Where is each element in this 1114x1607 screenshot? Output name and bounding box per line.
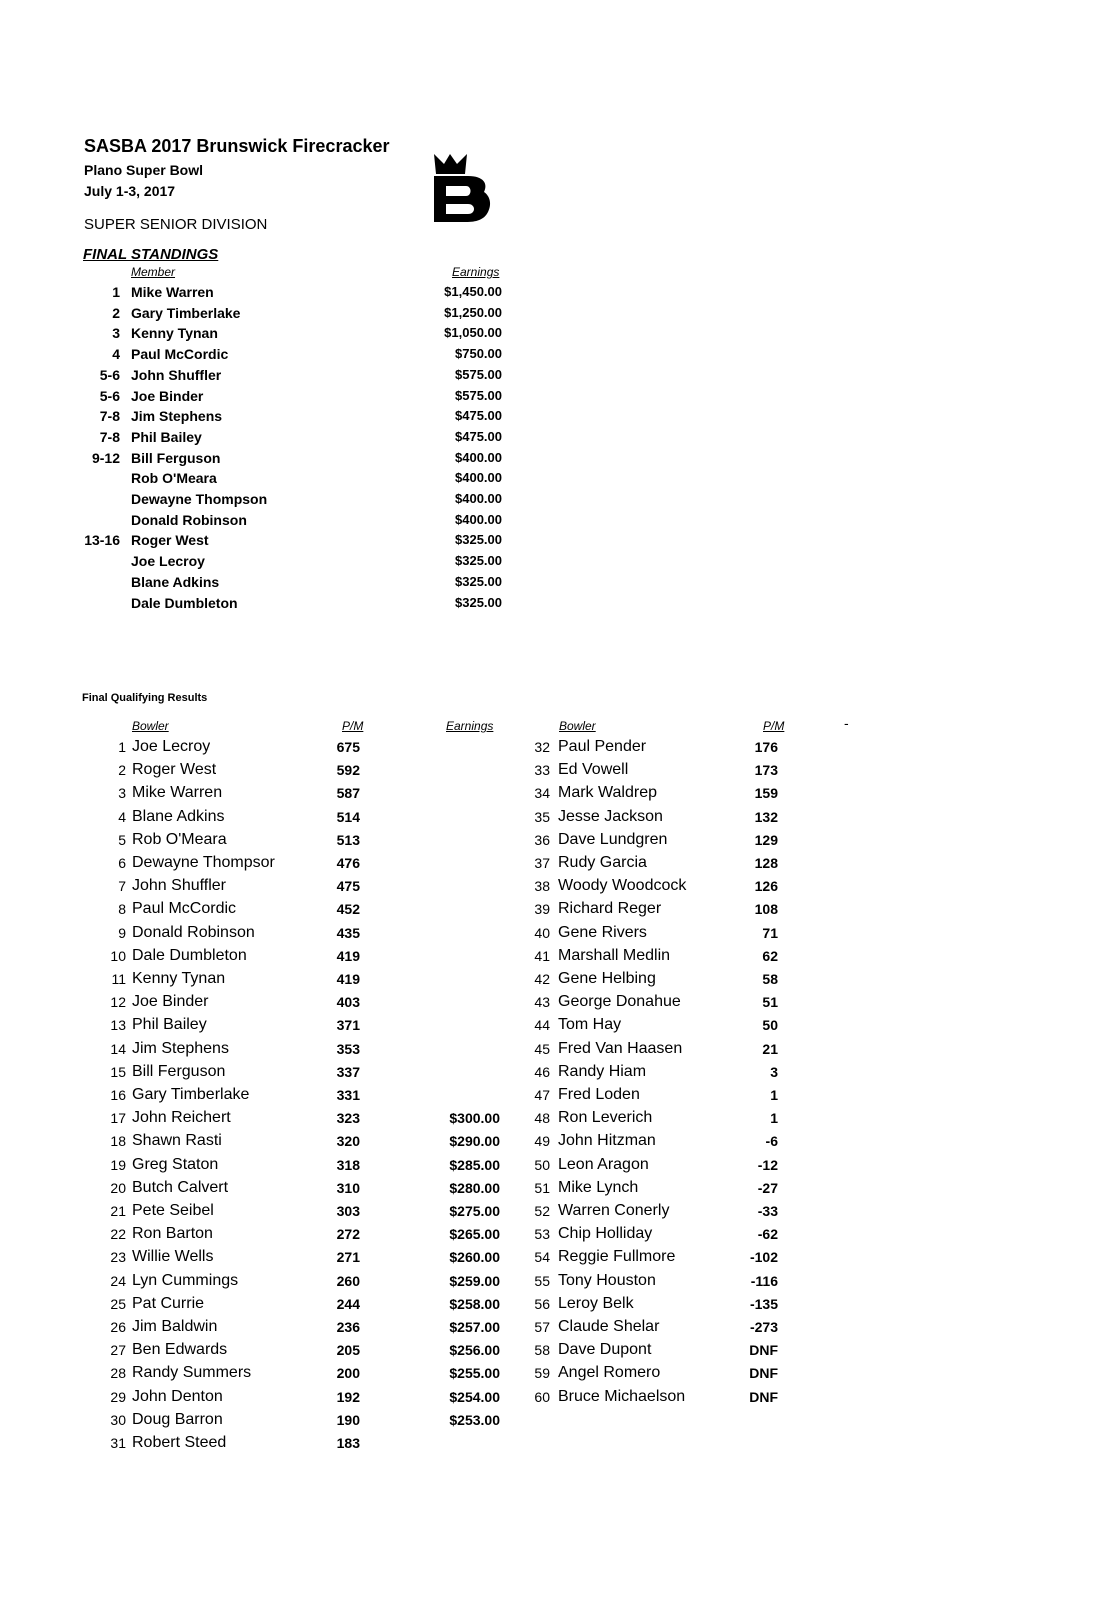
standing-earnings: $400.00 [455,449,502,465]
qualifying-name: Phil Bailey [132,1016,207,1034]
qualifying-pm: 129 [754,831,778,848]
qualifying-row [0,900,800,922]
qualifying-name: Dave Lundgren [558,830,668,848]
qualifying-name: George Donahue [558,993,681,1011]
qualifying-rank: 42 [534,971,550,987]
qualifying-name: Claude Shelar [558,1318,660,1335]
qualifying-rank: 35 [534,808,550,825]
standing-name: Donald Robinson [131,511,247,528]
qualifying-rank: 23 [110,1249,126,1266]
qualifying-name: Reggie Fullmore [558,1248,676,1266]
qualifying-earnings: $275.00 [449,1203,500,1219]
qualifying-name: Butch Calvert [132,1178,229,1196]
qualifying-pm: 310 [336,1179,360,1196]
qualifying-rank: 1 [118,739,126,755]
qualifying-pm: 514 [336,808,360,825]
qualifying-pm: 205 [336,1342,360,1359]
qualifying-name: Greg Staton [132,1155,219,1173]
qualifying-name: Roger West [132,761,217,779]
standing-name: Kenny Tynan [131,325,218,342]
qualifying-rank: 38 [534,878,550,895]
qualifying-row [0,1086,800,1108]
qualifying-pm: 176 [754,739,778,755]
qualifying-rank: 46 [534,1063,550,1080]
qualifying-pm: -62 [757,1226,778,1243]
qualifying-pm: 51 [762,994,778,1011]
qualifying-name: Ron Barton [132,1225,213,1243]
qualifying-name: Robert Steed [132,1434,227,1451]
final-standings-heading: FINAL STANDINGS [83,246,219,263]
qualifying-rank: 14 [110,1040,126,1057]
standing-earnings: $475.00 [455,428,502,444]
qualifying-earnings: $300.00 [449,1110,500,1127]
qualifying-rank: 18 [110,1133,126,1150]
qualifying-rank: 2 [118,762,126,779]
qualifying-row [0,1248,800,1270]
qualifying-pm: 190 [336,1411,360,1428]
brunswick-logo-icon [430,152,492,224]
qualifying-pm: 71 [762,924,778,941]
member-column-header: Member [131,265,176,279]
qualifying-row [0,947,800,969]
qualifying-earnings: $290.00 [449,1133,500,1150]
qualifying-rank: 53 [534,1226,550,1243]
qualifying-name: Pat Currie [132,1294,205,1312]
qualifying-row [0,1341,800,1363]
qualifying-rank: 20 [110,1179,126,1196]
qualifying-name: John Shuffler [132,877,226,895]
qualifying-rank: 15 [110,1063,126,1080]
qualifying-pm: -6 [765,1133,778,1150]
qualifying-name: Leon Aragon [558,1155,649,1173]
page-title: SASBA 2017 Brunswick Firecracker [84,136,390,156]
qualifying-name: Mike Lynch [558,1178,639,1196]
standing-place: 2 [112,304,120,321]
qualifying-rank: 52 [534,1203,550,1219]
qualifying-name: Blane Adkins [132,807,225,825]
qualifying-name: Richard Reger [558,900,662,918]
qualifying-name: Joe Lecroy [132,738,211,755]
qualifying-rank: 29 [110,1388,126,1405]
qualifying-row [0,784,800,806]
standing-earnings: $400.00 [455,470,502,486]
qualifying-rank: 60 [534,1388,550,1405]
qualifying-pm: -12 [757,1156,778,1173]
qualifying-row [0,1411,520,1433]
qualifying-row [0,1225,800,1247]
qualifying-rank: 43 [534,994,550,1011]
qualifying-row [0,854,800,876]
qualifying-row [0,924,800,946]
standings-row [0,595,520,615]
qualifying-earnings: $254.00 [449,1388,500,1405]
standings-row [0,408,520,428]
standing-name: Mike Warren [131,284,214,300]
qualifying-pm: 21 [762,1040,778,1057]
qualifying-earnings: $257.00 [449,1319,500,1335]
qualifying-rank: 36 [534,831,550,848]
qualifying-name: Randy Summers [132,1364,252,1382]
standing-earnings: $1,250.00 [444,304,502,320]
qualifying-pm: -33 [757,1203,778,1219]
qualifying-pm: -135 [749,1295,778,1312]
qualifying-rank: 37 [534,855,550,871]
qualifying-rank: 12 [110,994,126,1011]
qualifying-rank: 9 [118,924,126,941]
qualifying-name: Woody Woodcock [558,877,687,895]
qualifying-pm: 1 [770,1087,778,1103]
earnings-column-header-qualifying: Earnings [446,719,494,733]
standing-name: Joe Binder [131,387,204,404]
standings-row [0,470,520,490]
qualifying-pm: -102 [749,1249,778,1266]
qualifying-name: Ed Vowell [558,761,629,779]
qualifying-pm: -116 [750,1272,778,1289]
qualifying-name: Pete Seibel [132,1202,214,1219]
qualifying-rank: 22 [110,1226,126,1243]
qualifying-row [0,1364,800,1386]
standing-name: Joe Lecroy [131,553,205,570]
qualifying-pm: 272 [336,1226,360,1243]
qualifying-rank: 47 [534,1087,550,1103]
qualifying-pm: -273 [749,1319,778,1335]
standing-place: 9-12 [91,449,120,466]
qualifying-pm: 476 [336,855,360,871]
qualifying-name: Joe Binder [132,993,209,1011]
qualifying-name: John Hitzman [558,1132,656,1150]
qualifying-rank: 7 [118,878,126,895]
qualifying-name: John Denton [132,1387,223,1405]
qualifying-pm: 58 [762,971,778,987]
qualifying-rank: 54 [534,1249,550,1266]
qualifying-pm: 62 [762,947,778,964]
qualifying-pm: 303 [336,1203,360,1219]
qualifying-name: Bruce Michaelson [558,1387,686,1405]
qualifying-row [0,831,800,853]
qualifying-rank: 26 [110,1319,126,1335]
qualifying-name: Dave Dupont [558,1341,652,1359]
qualifying-pm: 331 [336,1087,360,1103]
standing-place: 5-6 [99,366,120,383]
qualifying-row [0,1202,800,1224]
qualifying-name: Angel Romero [558,1364,661,1382]
qualifying-rank: 59 [534,1365,550,1382]
qualifying-name: Jim Stephens [132,1039,229,1057]
qualifying-pm: 318 [336,1156,360,1173]
qualifying-rank: 34 [534,785,550,802]
standing-name: Paul McCordic [131,346,229,363]
standings-row [0,429,520,449]
standing-earnings: $575.00 [455,387,502,403]
qualifying-name: Fred Van Haasen [558,1039,683,1057]
pm-column-header-right: P/M [763,719,785,733]
qualifying-rank: 24 [110,1272,126,1289]
qualifying-row [0,1016,800,1038]
qualifying-row [0,1388,800,1410]
standings-row [0,367,520,387]
qualifying-row [0,1156,800,1178]
qualifying-rank: 45 [534,1040,550,1057]
qualifying-row [0,1109,800,1131]
standings-row [0,553,520,573]
qualifying-name: Jesse Jackson [558,807,663,825]
qualifying-rank: 17 [110,1110,126,1127]
qualifying-earnings: $265.00 [449,1226,500,1243]
qualifying-rank: 30 [110,1411,126,1428]
qualifying-pm: 200 [336,1365,360,1382]
qualifying-name: Warren Conerly [558,1202,670,1219]
qualifying-rank: 3 [118,785,126,802]
qualifying-name: Gene Helbing [558,970,656,987]
qualifying-earnings: $285.00 [449,1156,500,1173]
qualifying-row [0,1295,800,1317]
qualifying-rank: 39 [534,901,550,918]
standing-name: Dewayne Thompson [131,491,268,507]
qualifying-pm: 159 [754,785,778,802]
qualifying-earnings: $256.00 [449,1342,500,1359]
standing-name: Gary Timberlake [131,304,241,321]
qualifying-name: Rob O'Meara [132,830,227,848]
final-qualifying-heading: Final Qualifying Results [82,692,208,704]
standing-name: Blane Adkins [131,573,220,590]
qualifying-row [0,1179,800,1201]
qualifying-name: Mike Warren [132,784,223,802]
qualifying-rank: 55 [534,1272,550,1289]
qualifying-rank: 48 [534,1110,550,1127]
qualifying-earnings: $258.00 [449,1295,500,1312]
qualifying-name: Gary Timberlake [132,1086,250,1103]
qualifying-pm: 587 [336,785,360,802]
qualifying-name: Shawn Rasti [132,1132,222,1150]
venue-text: Plano Super Bowl [84,162,204,178]
qualifying-rank: 33 [534,762,550,779]
qualifying-pm: DNF [749,1342,778,1359]
division-text: SUPER SENIOR DIVISION [84,216,268,233]
standing-earnings: $325.00 [455,553,502,569]
qualifying-earnings: $253.00 [449,1411,500,1428]
qualifying-rank: 21 [110,1203,126,1219]
qualifying-earnings: $259.00 [449,1272,500,1289]
qualifying-name: Ron Leverich [558,1109,653,1127]
earnings-column-header: Earnings [452,265,500,279]
qualifying-row [0,1434,520,1456]
standings-row [0,450,520,470]
standings-row [0,346,520,366]
qualifying-pm: 320 [336,1133,360,1150]
qualifying-name: Dale Dumbleton [132,946,247,964]
qualifying-pm: DNF [749,1388,778,1405]
qualifying-rank: 5 [118,831,126,848]
qualifying-pm: 452 [336,901,360,918]
standing-place: 7-8 [99,428,120,445]
standing-place: 5-6 [99,387,120,404]
qualifying-name: John Reichert [132,1109,231,1127]
qualifying-rank: 56 [534,1295,550,1312]
qualifying-pm: -27 [757,1179,778,1196]
qualifying-pm: 323 [336,1110,360,1127]
qualifying-pm: 128 [754,855,778,871]
standings-row [0,388,520,408]
qualifying-pm: 3 [770,1063,778,1080]
qualifying-rank: 50 [534,1156,550,1173]
qualifying-pm: 419 [336,971,360,987]
qualifying-row [0,970,800,992]
qualifying-rank: 10 [110,947,126,964]
qualifying-name: Jim Baldwin [132,1318,218,1335]
qualifying-name: Paul McCordic [132,900,237,918]
standings-row [0,574,520,594]
qualifying-row [0,761,800,783]
qualifying-rank: 13 [110,1017,126,1034]
qualifying-rank: 6 [118,855,126,871]
standing-earnings: $575.00 [455,366,502,382]
standing-earnings: $1,450.00 [444,284,502,299]
qualifying-row [0,1040,800,1062]
qualifying-row [0,808,800,830]
qualifying-name: Doug Barron [132,1410,223,1428]
bowler-column-header-right: Bowler [559,719,596,733]
standings-row [0,491,520,511]
qualifying-name: Chip Holliday [558,1225,653,1243]
standing-name: Roger West [131,532,209,549]
bowler-column-header-left: Bowler [132,719,169,733]
qualifying-rank: 32 [534,739,550,755]
qualifying-name: Willie Wells [132,1248,214,1266]
qualifying-pm: 353 [336,1040,360,1057]
stray-dash: - [844,715,849,731]
qualifying-rank: 16 [110,1087,126,1103]
qualifying-rank: 28 [110,1365,126,1382]
qualifying-rank: 11 [111,971,126,987]
qualifying-rank: 8 [118,901,126,918]
standing-earnings: $400.00 [455,511,502,527]
qualifying-name: Tom Hay [558,1016,622,1034]
qualifying-row [0,877,800,899]
standing-place: 1 [112,284,120,300]
qualifying-pm: 132 [754,808,778,825]
qualifying-name: Leroy Belk [558,1294,634,1312]
qualifying-pm: 236 [336,1319,360,1335]
standing-name: Jim Stephens [131,408,223,425]
standing-earnings: $750.00 [455,346,502,362]
qualifying-row [0,738,800,760]
qualifying-rank: 57 [534,1319,550,1335]
qualifying-pm: 337 [336,1063,360,1080]
standing-earnings: $475.00 [455,408,502,424]
qualifying-row [0,1318,800,1340]
standings-row [0,512,520,532]
standings-row [0,284,520,304]
qualifying-rank: 19 [110,1156,126,1173]
qualifying-pm: 592 [336,762,360,779]
qualifying-name: Tony Houston [558,1271,656,1289]
standing-name: Rob O'Meara [131,470,217,487]
qualifying-rank: 58 [534,1342,550,1359]
qualifying-earnings: $260.00 [449,1249,500,1266]
qualifying-pm: 271 [336,1249,360,1266]
qualifying-name: Dewayne Thompsor [132,854,275,871]
qualifying-pm: 126 [754,878,778,895]
qualifying-pm: 403 [336,994,360,1011]
qualifying-rank: 31 [110,1435,126,1451]
qualifying-name: Donald Robinson [132,923,255,941]
qualifying-rank: 25 [110,1295,126,1312]
qualifying-pm: 475 [336,878,360,895]
standing-earnings: $325.00 [455,573,502,589]
standing-earnings: $1,050.00 [444,325,502,341]
qualifying-pm: 244 [336,1295,360,1312]
qualifying-rank: 40 [534,924,550,941]
standing-name: Phil Bailey [131,428,202,445]
standing-place: 7-8 [99,408,120,425]
standings-row [0,532,520,552]
standing-place: 4 [112,346,120,363]
qualifying-name: Bill Ferguson [132,1062,226,1080]
qualifying-name: Marshall Medlin [558,946,671,964]
qualifying-name: Ben Edwards [132,1341,228,1359]
qualifying-pm: 192 [336,1388,360,1405]
qualifying-rank: 4 [118,808,126,825]
qualifying-pm: 675 [336,739,360,755]
standing-earnings: $325.00 [455,594,502,610]
standing-earnings: $325.00 [455,532,502,548]
qualifying-pm: 50 [762,1017,778,1034]
qualifying-pm: 260 [336,1272,360,1289]
standing-place: 3 [112,325,120,342]
qualifying-pm: 419 [336,947,360,964]
qualifying-name: Gene Rivers [558,923,647,941]
qualifying-row [0,1063,800,1085]
qualifying-earnings: $280.00 [449,1179,500,1196]
qualifying-name: Lyn Cummings [132,1271,239,1289]
qualifying-name: Paul Pender [558,738,647,755]
qualifying-earnings: $255.00 [449,1365,500,1382]
qualifying-pm: 1 [770,1110,778,1127]
qualifying-rank: 27 [110,1342,126,1359]
qualifying-pm: 183 [336,1435,360,1451]
qualifying-row [0,993,800,1015]
qualifying-rank: 49 [534,1133,550,1150]
qualifying-pm: 435 [336,924,360,941]
standing-earnings: $400.00 [455,491,502,506]
qualifying-pm: 108 [754,901,778,918]
standing-name: Dale Dumbleton [131,594,238,611]
qualifying-row [0,1272,800,1294]
qualifying-name: Mark Waldrep [558,784,657,802]
standing-place: 13-16 [84,532,120,549]
qualifying-rank: 41 [534,947,550,964]
dates-text: July 1-3, 2017 [84,183,176,199]
qualifying-pm: 173 [754,762,778,779]
qualifying-name: Rudy Garcia [558,854,647,871]
qualifying-rank: 44 [534,1017,550,1034]
qualifying-row [0,1132,800,1154]
standing-name: John Shuffler [131,366,222,383]
qualifying-name: Fred Loden [558,1086,640,1103]
qualifying-name: Randy Hiam [558,1062,647,1080]
standing-name: Bill Ferguson [131,449,221,466]
qualifying-name: Kenny Tynan [132,970,226,987]
standings-row [0,305,520,325]
pm-column-header-left: P/M [342,719,364,733]
qualifying-pm: DNF [749,1365,778,1382]
qualifying-rank: 51 [534,1179,550,1196]
qualifying-pm: 371 [336,1017,360,1034]
standings-row [0,325,520,345]
qualifying-pm: 513 [336,831,360,848]
